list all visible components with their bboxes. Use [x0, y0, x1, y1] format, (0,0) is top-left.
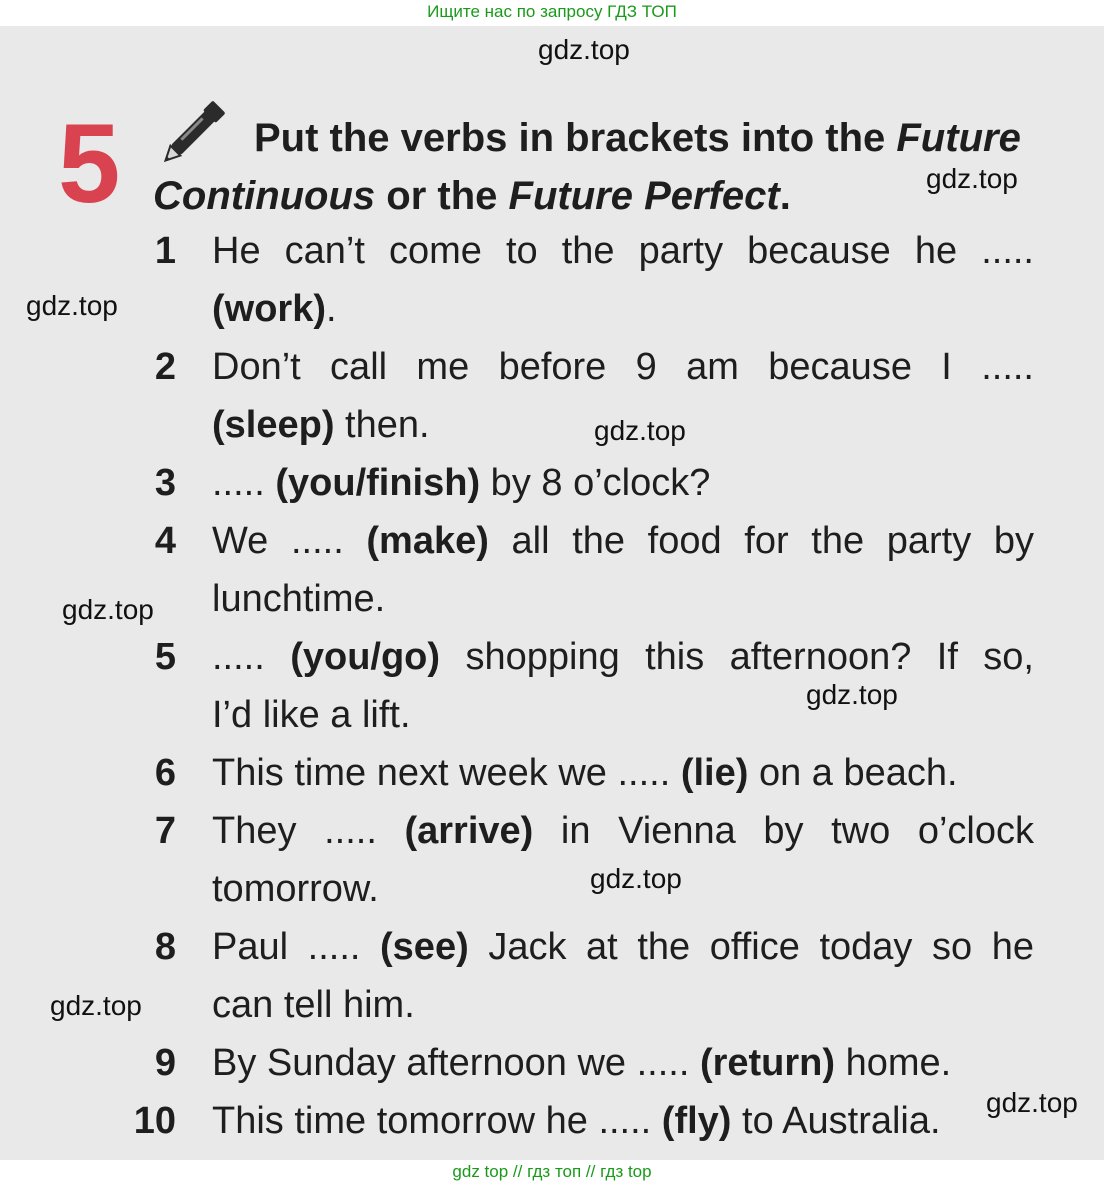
item-text-part: to Australia. — [731, 1100, 941, 1142]
item-text: Don’t call me before 9 am because I ..... — [212, 346, 1034, 388]
item-text-part: This time tomorrow he ..... — [212, 1100, 662, 1142]
item-text — [212, 1040, 1034, 1086]
watermark: gdz.top — [590, 863, 682, 894]
item-text-part: shopping this afternoon? If so, — [440, 636, 1034, 678]
item-text: tomorrow. — [212, 868, 379, 910]
item-text — [212, 808, 1034, 854]
exercise-number: 5 — [58, 101, 121, 226]
item-text — [212, 634, 1034, 680]
instruction-line-1 — [254, 114, 1021, 162]
item-text-part: then. — [334, 404, 430, 446]
item-text-part: They ..... — [212, 810, 405, 852]
instruction-italic: Future Perfect — [508, 174, 780, 218]
watermark: gdz.top — [926, 163, 1018, 194]
instruction-line-2 — [153, 172, 791, 220]
item-number: 8 — [154, 926, 176, 968]
item-number: 4 — [154, 520, 176, 562]
item-text-part: ..... — [212, 636, 291, 678]
item-text-part: This time next week we ..... — [212, 752, 681, 794]
item-text: can tell him. — [212, 984, 415, 1026]
item-text: He can’t come to the party because he ..... — [212, 230, 1034, 272]
item-text — [212, 1098, 1034, 1144]
item-text-part: home. — [835, 1042, 952, 1084]
item-verb: (make) — [366, 520, 489, 562]
item-verb: (sleep) — [212, 404, 335, 446]
item-number: 1 — [154, 230, 176, 272]
item-number: 2 — [154, 346, 176, 388]
instruction-text: or the — [375, 174, 509, 218]
item-number: 6 — [154, 752, 176, 794]
watermark: gdz.top — [986, 1087, 1078, 1118]
item-number: 9 — [154, 1042, 176, 1084]
instruction-text: Put the verbs in brackets into the — [254, 116, 897, 160]
instruction-italic: Continuous — [153, 174, 376, 218]
item-number: 5 — [154, 636, 176, 678]
item-text — [212, 460, 1034, 506]
item-text-part: Jack at the office today so he — [468, 926, 1034, 968]
item-verb: (you/go) — [290, 636, 441, 678]
item-number: 7 — [154, 810, 176, 852]
item-text-part: By Sunday afternoon we ..... — [212, 1042, 700, 1084]
instruction-italic: Future — [896, 116, 1021, 160]
item-text-part: . — [326, 288, 337, 330]
item-text — [212, 286, 1034, 332]
item-text-part: Paul ..... — [212, 926, 381, 968]
item-verb: (you/finish) — [275, 462, 481, 504]
item-verb: (work) — [212, 288, 326, 330]
watermark: gdz.top — [806, 679, 898, 710]
item-text-part: ..... — [212, 462, 276, 504]
item-verb: (arrive) — [404, 810, 534, 852]
item-text — [212, 750, 1034, 796]
pen-icon — [158, 88, 238, 168]
item-verb: (lie) — [680, 752, 749, 794]
item-number: 10 — [133, 1100, 176, 1142]
watermark: gdz.top — [26, 290, 118, 321]
item-text-part: in Vienna by two o’clock — [533, 810, 1034, 852]
watermark: gdz.top — [62, 594, 154, 625]
bottom-banner[interactable]: gdz top // гдз топ // гдз top — [452, 1162, 652, 1181]
item-verb: (return) — [699, 1042, 836, 1084]
item-number: 3 — [154, 462, 176, 504]
watermark: gdz.top — [594, 415, 686, 446]
item-text: I’d like a lift. — [212, 694, 411, 736]
item-text-part: all the food for the party by — [488, 520, 1034, 562]
item-text-part: by 8 o’clock? — [480, 462, 711, 504]
top-banner[interactable]: Ищите нас по запросу ГДЗ ТОП — [427, 2, 677, 21]
textbook-page — [0, 26, 1104, 1160]
item-verb: (see) — [380, 926, 469, 968]
watermark: gdz.top — [538, 34, 630, 65]
instruction-text: . — [779, 174, 791, 218]
item-text — [212, 518, 1034, 564]
item-text: lunchtime. — [212, 578, 386, 620]
item-text — [212, 924, 1034, 970]
item-text-part: We ..... — [212, 520, 367, 562]
watermark: gdz.top — [50, 990, 142, 1021]
item-text-part: on a beach. — [748, 752, 958, 794]
item-verb: (fly) — [661, 1100, 732, 1142]
